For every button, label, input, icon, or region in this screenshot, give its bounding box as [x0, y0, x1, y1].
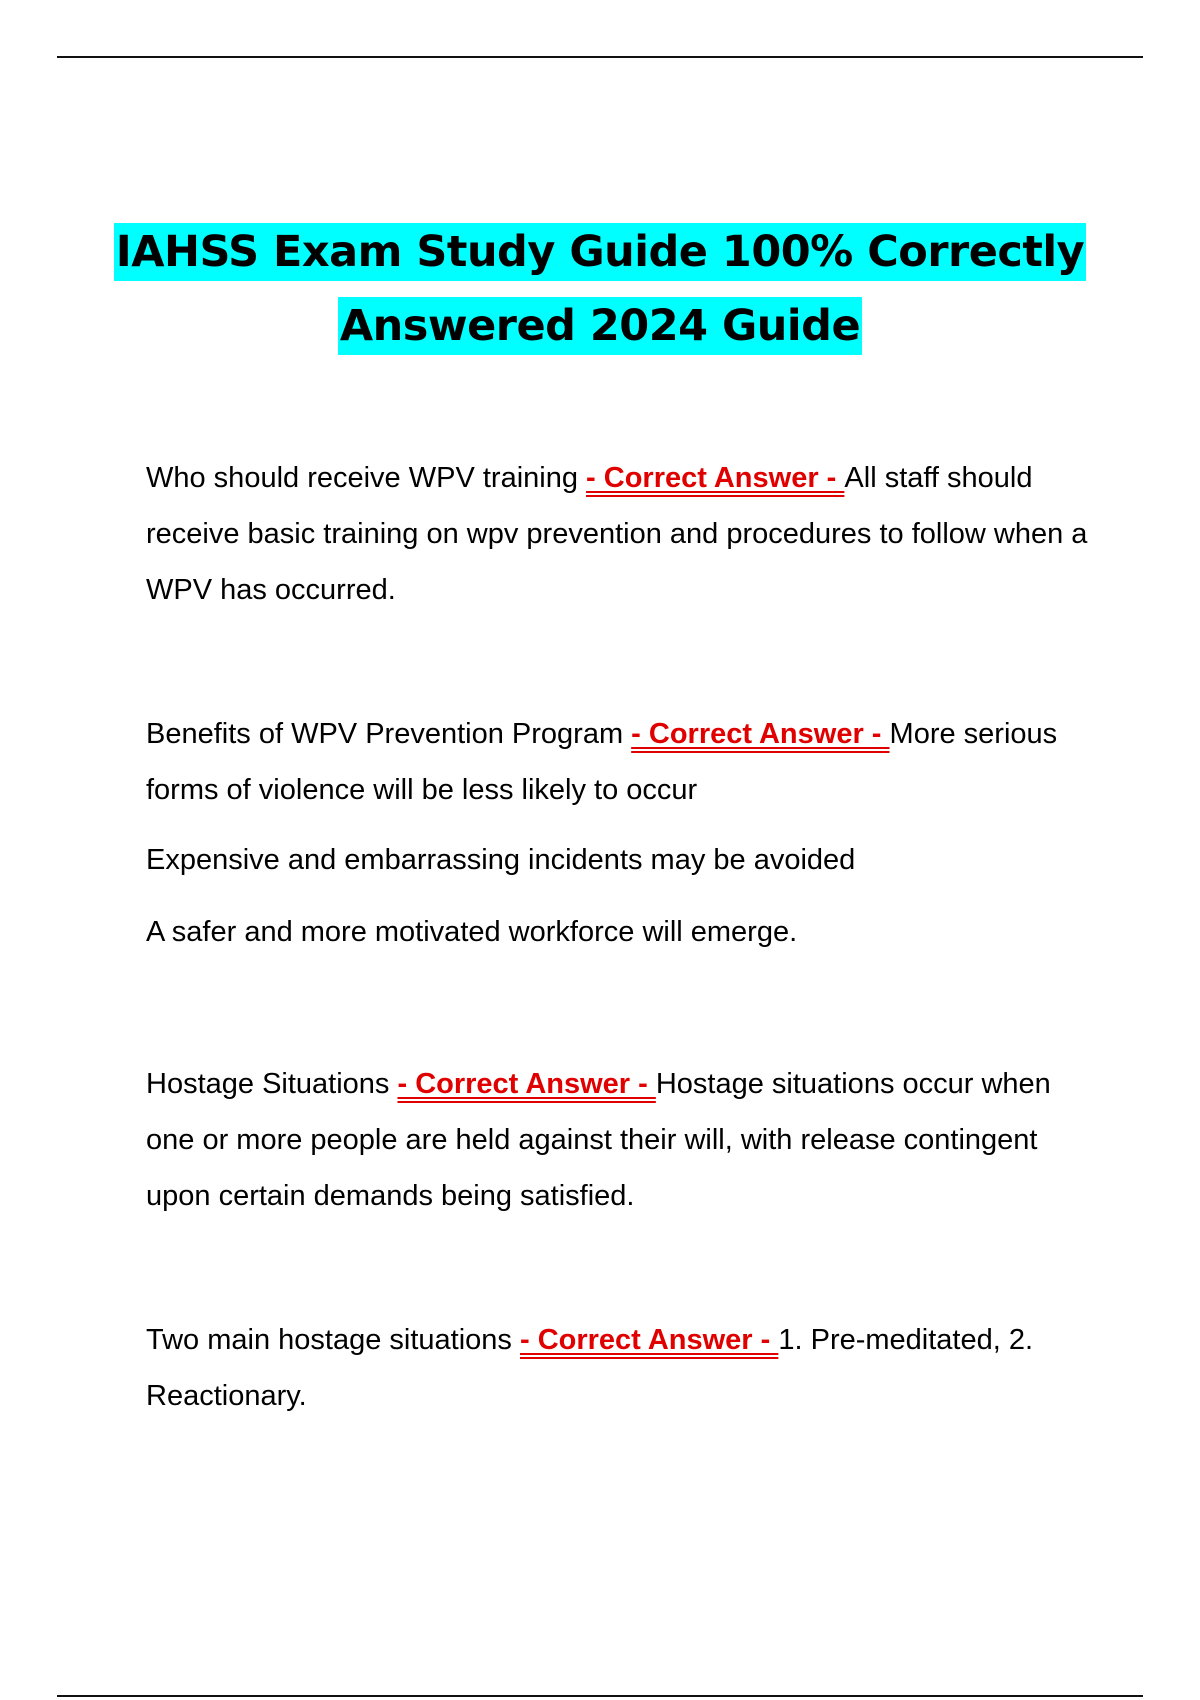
answer-text: Hostage situations occur when one or more people are held against their will, with release contingent upon certain demands being satisfied. — [146, 1068, 1051, 1212]
qa-text — [146, 1312, 1090, 1424]
document-title — [100, 215, 1100, 363]
question-text: Two main hostage situations — [146, 1324, 520, 1356]
answer-text: All staff should receive basic training on wpv prevention and procedures to follow when a WPV has occurred. — [146, 462, 1088, 606]
answer-extra-line: A safer and more motivated workforce will emerge. — [146, 916, 798, 948]
correct-answer-marker: - Correct Answer - — [631, 718, 890, 750]
qa-item-2 — [146, 706, 1090, 968]
qa-text — [146, 706, 1090, 818]
top-rule — [57, 56, 1143, 58]
answer-extra-line: Expensive and embarrassing incidents may be avoided — [146, 844, 856, 876]
qa-item-4 — [146, 1312, 1090, 1424]
qa-text — [146, 1056, 1090, 1224]
title-line-2: Answered 2024 Guide — [338, 297, 862, 355]
correct-answer-marker: - Correct Answer - — [586, 462, 845, 494]
bottom-rule — [57, 1695, 1143, 1697]
qa-item-3 — [146, 1056, 1090, 1224]
question-text: Who should receive WPV training — [146, 462, 587, 494]
title-line-1: IAHSS Exam Study Guide 100% Correctly — [114, 223, 1086, 281]
correct-answer-marker: - Correct Answer - — [519, 1324, 779, 1356]
qa-text — [146, 450, 1090, 618]
question-text: Benefits of WPV Prevention Program — [146, 718, 632, 750]
question-text: Hostage Situations — [146, 1068, 398, 1100]
answer-text: More serious forms of violence will be less likely to occur — [146, 718, 1058, 806]
qa-item-1 — [146, 450, 1090, 618]
correct-answer-marker: - Correct Answer - — [397, 1068, 656, 1100]
answer-text: 1. Pre-meditated, 2. Reactionary. — [146, 1324, 1034, 1412]
qa-list — [146, 450, 1090, 1424]
